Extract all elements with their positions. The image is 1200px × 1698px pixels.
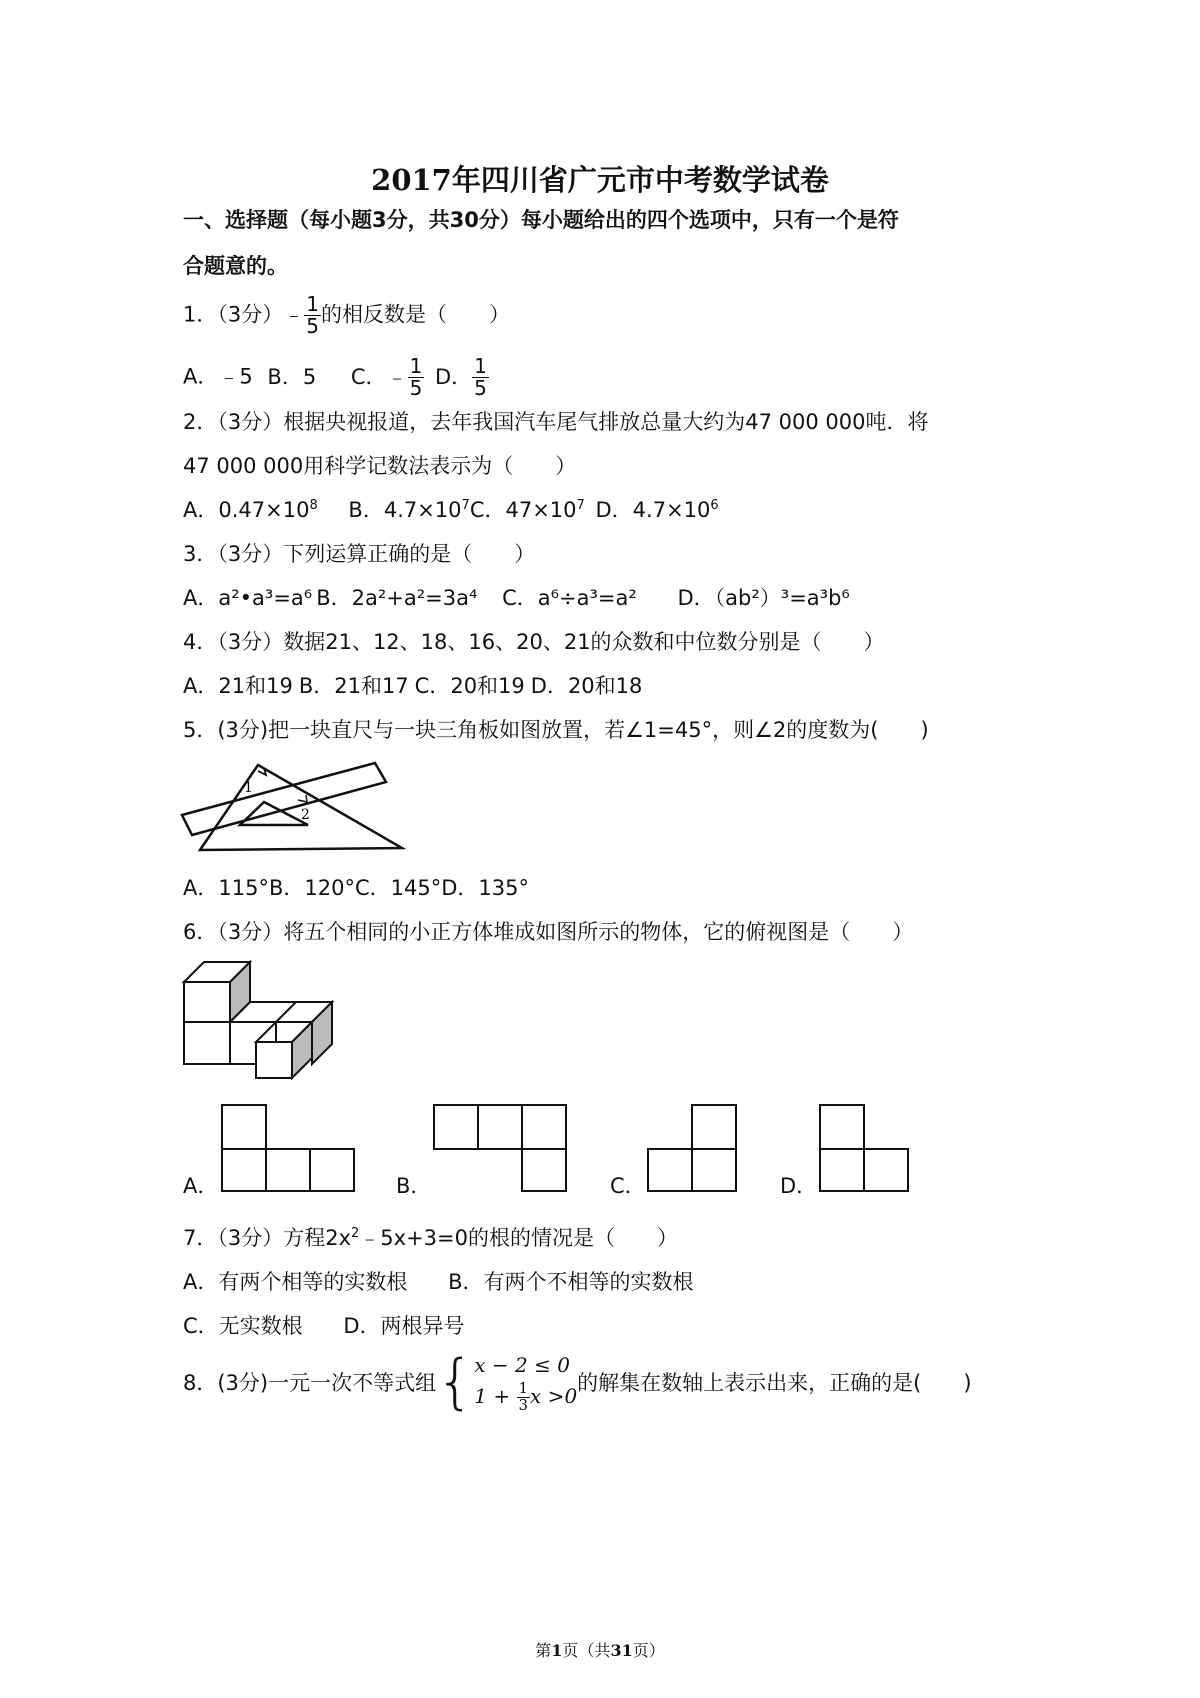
q8-suffix: 的解集在数轴上表示出来，正确的是( ) <box>577 1370 972 1395</box>
q4-options <box>183 670 642 700</box>
q1-prefix: 1．（3分）﹣ <box>183 302 305 327</box>
q6-cube-top-left <box>184 982 230 1022</box>
q2-option-b <box>348 498 469 522</box>
q8-ineq2-suffix: x >0 <box>530 1384 578 1408</box>
section-heading-line1: 一、选择题（每小题3分，共30分）每小题给出的四个选项中，只有一个是符 <box>183 208 899 232</box>
q1-option-d-num: 1 <box>474 354 487 378</box>
q1-frac-den: 5 <box>306 314 319 338</box>
q1-option-d-fraction <box>472 356 489 399</box>
q7-stem-exp: 2 <box>351 1226 360 1241</box>
footer-total-pages: 31 <box>610 1641 633 1660</box>
q6-option-c-figure <box>644 1103 744 1195</box>
q7-options-row1 <box>183 1266 693 1296</box>
q6-option-b-figure <box>432 1103 572 1195</box>
q3-option-a: A．a²•a³=a⁶ <box>183 586 313 610</box>
q8-ineq2-den: 3 <box>518 1396 529 1414</box>
q5-option-b: B．120° <box>268 876 355 900</box>
q1-option-d-prefix: D． <box>434 364 473 389</box>
question-6: 6．（3分）将五个相同的小正方体堆成如图所示的物体，它的俯视图是（ ） <box>183 920 914 944</box>
q5-right-angle-mark <box>258 768 266 775</box>
q1-option-c-fraction <box>408 356 425 399</box>
q2-option-d-exp: 6 <box>710 498 719 513</box>
q4-option-b: B．21和17 <box>298 674 409 698</box>
q5-ruler-triangle-figure <box>180 755 440 865</box>
footer-suffix: 页） <box>632 1641 665 1660</box>
q6-front-cube-side <box>292 1022 312 1078</box>
footer-page-number: 1 <box>551 1641 563 1660</box>
q1-suffix: 的相反数是（ ） <box>320 302 510 327</box>
q3-option-d: D．（ab²）³=a³b⁶ <box>677 586 850 610</box>
q2-option-c-base: C．47×10 <box>469 498 577 522</box>
q3-option-c: C．a⁶÷a³=a² <box>502 586 637 610</box>
q8-ineq2-num: 1 <box>518 1379 529 1398</box>
q7-option-c: C．无实数根 <box>183 1314 303 1338</box>
q6-option-b-label: B． <box>396 1174 432 1198</box>
q7-option-a: A．有两个相等的实数根 <box>183 1270 408 1294</box>
q7-options-row2 <box>183 1310 465 1340</box>
q1-option-a: A．﹣5 <box>183 364 253 389</box>
q6-front-cube <box>256 1042 292 1078</box>
q4-option-c: C．20和19 <box>414 674 525 698</box>
q7-option-b: B．有两个不相等的实数根 <box>448 1270 694 1294</box>
q6-back-right-side <box>312 1002 332 1064</box>
question-8 <box>183 1346 972 1417</box>
q1-option-c-den: 5 <box>409 376 423 400</box>
q7-option-d: D．两根异号 <box>343 1314 465 1338</box>
q1-option-c-num: 1 <box>409 354 423 378</box>
section-heading-line2: 合题意的。 <box>183 254 288 278</box>
q1-frac-num: 1 <box>306 292 319 316</box>
q8-ineq2-prefix: 1 + <box>474 1384 517 1408</box>
question-5: 5．(3分)把一块直尺与一块三角板如图放置，若∠1=45°，则∠2的度数为( ) <box>183 718 929 742</box>
q6-option-a-figure <box>220 1103 360 1195</box>
question-2-line2: 47 000 000用科学记数法表示为（ ） <box>183 454 577 478</box>
q2-option-a-base: A．0.47×10 <box>183 498 310 522</box>
page-title: 2017年四川省广元市中考数学试卷 <box>371 163 829 197</box>
q8-brace: { <box>436 1346 475 1417</box>
q2-options <box>183 494 719 524</box>
q8-prefix: 8．(3分)一元一次不等式组 <box>183 1370 437 1395</box>
q7-stem-rest: ﹣5x+3=0的根的情况是（ ） <box>359 1226 678 1250</box>
q2-option-d-base: D．4.7×10 <box>595 498 711 522</box>
q4-option-d: D．20和18 <box>530 674 643 698</box>
q8-inequality-2 <box>474 1381 577 1414</box>
question-3: 3．（3分）下列运算正确的是（ ） <box>183 542 536 566</box>
q8-inequality-1: x − 2 ≤ 0 <box>474 1353 570 1377</box>
footer-middle: 页（共 <box>562 1641 611 1660</box>
q1-option-c-prefix: C．﹣ <box>350 364 408 389</box>
q1-option-d-den: 5 <box>474 376 487 400</box>
q1-fraction <box>304 294 321 337</box>
question-1 <box>183 294 510 337</box>
q6-option-d-label: D． <box>780 1174 818 1198</box>
q6-cube-stack-figure <box>180 958 345 1083</box>
q1-option-b: B．5 <box>267 364 317 389</box>
footer-prefix: 第 <box>535 1641 552 1660</box>
q8-inequality-system <box>474 1350 577 1414</box>
q2-option-c-exp: 7 <box>576 498 585 513</box>
q5-option-a: A．115° <box>183 876 269 900</box>
q2-option-a <box>183 498 318 522</box>
q6-option-c-label: C． <box>610 1174 646 1198</box>
page-footer <box>0 1638 1200 1661</box>
q8-ineq2-fraction <box>517 1381 531 1414</box>
q5-option-c: C．145° <box>354 876 442 900</box>
q3-options <box>183 582 850 612</box>
q2-option-c <box>470 498 585 522</box>
q5-options <box>183 872 529 902</box>
q6-cube-bottom-left <box>184 1022 230 1064</box>
question-4: 4．（3分）数据21、12、18、16、20、21的众数和中位数分别是（ ） <box>183 630 885 654</box>
q2-option-b-exp: 7 <box>461 498 470 513</box>
q1-options <box>183 356 489 399</box>
q2-option-d <box>596 498 719 522</box>
q5-option-d: D．135° <box>441 876 529 900</box>
q5-angle-label-1: 1 <box>244 780 253 796</box>
question-2-line1: 2．（3分）根据央视报道，去年我国汽车尾气排放总量大约为47 000 000吨．将 <box>183 410 929 434</box>
q7-stem: 7．（3分）方程2x <box>183 1226 352 1250</box>
q2-option-b-base: B．4.7×10 <box>348 498 462 522</box>
q5-angle-label-2: 2 <box>301 807 310 823</box>
question-7 <box>183 1222 678 1252</box>
q2-option-a-exp: 8 <box>309 498 318 513</box>
q6-option-d-figure <box>818 1103 918 1195</box>
q3-option-b: B．2a²+a²=3a⁴ <box>316 586 478 610</box>
q4-option-a: A．21和19 <box>183 674 293 698</box>
q6-option-a-label: A． <box>183 1174 219 1198</box>
